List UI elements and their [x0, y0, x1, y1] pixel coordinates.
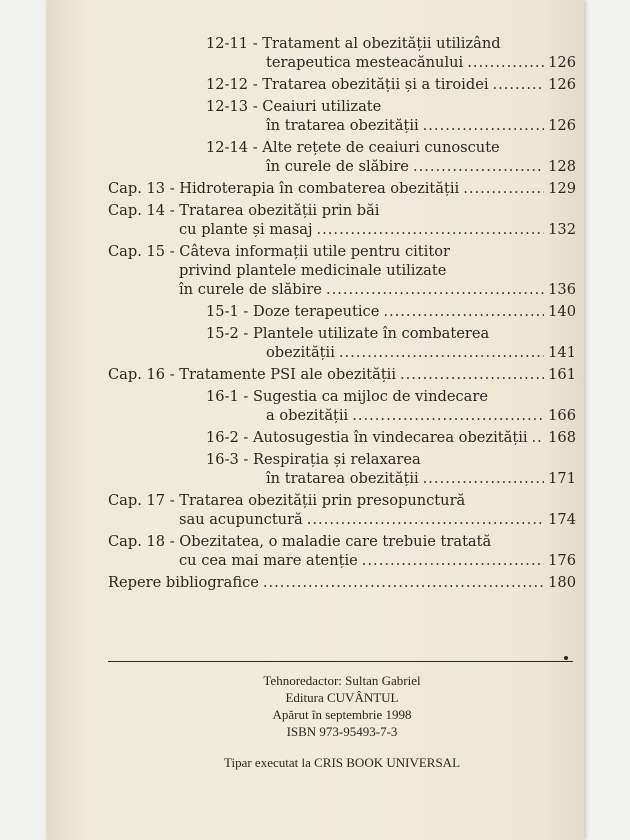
- toc-entry-number: 12-13: [206, 98, 249, 115]
- toc-entry-number: Cap. 13: [108, 180, 166, 197]
- toc-line: [108, 157, 576, 176]
- toc-entry-title: Tratamente PSI ale obezității: [179, 366, 397, 383]
- toc-line: [108, 75, 576, 94]
- toc-entry: [108, 428, 576, 447]
- toc-leader-dots: [263, 573, 544, 592]
- toc-leader-dots: [339, 343, 544, 362]
- toc-entry: [108, 201, 576, 239]
- toc-leader-dots: [493, 75, 545, 94]
- toc-page-number: 176: [548, 552, 576, 569]
- toc-entry-title: terapeutica mesteacănului: [266, 54, 464, 71]
- toc-entry: [108, 532, 576, 570]
- toc-separator: -: [248, 139, 263, 156]
- toc-line: [108, 532, 576, 551]
- toc-entry-title: Plantele utilizate în combaterea: [253, 325, 490, 342]
- toc-page-number: 171: [548, 470, 576, 487]
- toc-leader-dots: [467, 53, 544, 72]
- toc-entry: [108, 491, 576, 529]
- toc-separator: -: [165, 202, 180, 219]
- table-of-contents: [108, 34, 576, 595]
- toc-line: [108, 302, 576, 321]
- toc-separator: -: [165, 243, 180, 260]
- toc-entry-title: Repere bibliografice: [108, 574, 259, 591]
- toc-page-number: 126: [548, 76, 576, 93]
- toc-line: [108, 261, 576, 280]
- toc-leader-dots: [423, 469, 544, 488]
- toc-page-number: 126: [548, 117, 576, 134]
- toc-leader-dots: [307, 510, 544, 529]
- toc-entry: [108, 324, 576, 362]
- toc-separator: -: [238, 451, 254, 468]
- toc-page-number: 161: [548, 366, 576, 383]
- toc-entry: [108, 138, 576, 176]
- toc-page-number: 136: [548, 281, 576, 298]
- toc-entry-title: cu cea mai mare atenție: [179, 552, 358, 569]
- toc-entry-number: 16-3: [206, 451, 239, 468]
- toc-page-number: 140: [548, 303, 576, 320]
- toc-entry-title: obezității: [266, 344, 335, 361]
- toc-separator: -: [165, 492, 180, 509]
- toc-entry-title: în tratarea obezității: [266, 117, 419, 134]
- toc-page-number: 180: [548, 574, 576, 591]
- toc-entry-title: în tratarea obezității: [266, 470, 419, 487]
- toc-entry-title: cu plante și masaj: [179, 221, 313, 238]
- divider-line: [108, 661, 573, 662]
- toc-line: [108, 343, 576, 362]
- toc-entry-title: Sugestia ca mijloc de vindecare: [253, 388, 488, 405]
- toc-entry-number: 16-2: [206, 429, 239, 446]
- colophon-date: Apărut în septembrie 1998: [272, 707, 412, 722]
- toc-entry-number: 16-1: [206, 388, 239, 405]
- toc-page-number: 174: [548, 511, 576, 528]
- toc-entry-title: privind plantele medicinale utilizate: [179, 262, 447, 279]
- toc-entry-title: Tratarea obezității și a tiroidei: [262, 76, 489, 93]
- toc-entry-title: în curele de slăbire: [266, 158, 409, 175]
- toc-line: [108, 365, 576, 384]
- colophon-isbn: ISBN 973-95493-7-3: [286, 724, 398, 739]
- toc-entry-title: Autosugestia în vindecarea obezității: [253, 429, 528, 446]
- toc-entry-title: Tratarea obezității prin presopunctură: [179, 492, 466, 509]
- toc-line: [108, 469, 576, 488]
- toc-leader-dots: [463, 179, 544, 198]
- toc-separator: -: [238, 388, 254, 405]
- toc-line: [108, 138, 576, 157]
- toc-separator: -: [165, 180, 180, 197]
- toc-page-number: 128: [548, 158, 576, 175]
- toc-leader-dots: [317, 220, 545, 239]
- colophon: [108, 672, 576, 771]
- toc-line: [108, 491, 576, 510]
- toc-entry-title: Alte rețete de ceaiuri cunoscute: [262, 139, 500, 156]
- toc-entry-title: a obezității: [266, 407, 349, 424]
- toc-line: [108, 280, 576, 299]
- toc-line: [108, 551, 576, 570]
- toc-line: [108, 179, 576, 198]
- toc-entry-title: Doze terapeutice: [253, 303, 380, 320]
- toc-separator: -: [238, 325, 254, 342]
- toc-line: [108, 573, 576, 592]
- toc-separator: -: [248, 35, 263, 52]
- divider-dot: [564, 656, 568, 660]
- toc-entry-number: 15-1: [206, 303, 239, 320]
- toc-line: [108, 97, 576, 116]
- toc-leader-dots: [532, 428, 545, 447]
- toc-leader-dots: [423, 116, 544, 135]
- toc-page-number: 129: [548, 180, 576, 197]
- toc-separator: -: [248, 98, 263, 115]
- toc-entry: [108, 450, 576, 488]
- toc-leader-dots: [383, 302, 544, 321]
- toc-leader-dots: [362, 551, 544, 570]
- toc-separator: -: [248, 76, 263, 93]
- toc-page-number: 126: [548, 54, 576, 71]
- toc-entry-number: Cap. 18: [108, 533, 166, 550]
- toc-line: [108, 387, 576, 406]
- toc-page-number: 168: [548, 429, 576, 446]
- toc-line: [108, 324, 576, 343]
- toc-entry: [108, 387, 576, 425]
- toc-entry-title: în curele de slăbire: [179, 281, 322, 298]
- toc-entry-number: Cap. 15: [108, 243, 166, 260]
- toc-separator: -: [238, 429, 254, 446]
- toc-separator: -: [238, 303, 254, 320]
- toc-line: [108, 201, 576, 220]
- toc-entry-title: Tratarea obezității prin băi: [179, 202, 380, 219]
- toc-line: [108, 450, 576, 469]
- toc-separator: -: [165, 366, 180, 383]
- colophon-printer: Tipar executat la CRIS BOOK UNIVERSAL: [223, 755, 461, 770]
- toc-entry-number: 12-11: [206, 35, 249, 52]
- toc-entry-title: Tratament al obezității utilizând: [262, 35, 501, 52]
- toc-line: [108, 428, 576, 447]
- toc-entry-title: Câteva informații utile pentru cititor: [179, 243, 450, 260]
- toc-entry: [108, 365, 576, 384]
- toc-entry-number: 12-14: [206, 139, 249, 156]
- toc-entry-title: Ceaiuri utilizate: [262, 98, 382, 115]
- toc-entry-title: Obezitatea, o maladie care trebuie tratată: [179, 533, 492, 550]
- colophon-publisher: Editura CUVÂNTUL: [285, 690, 399, 705]
- toc-leader-dots: [326, 280, 544, 299]
- toc-entry: [108, 75, 576, 94]
- toc-leader-dots: [413, 157, 544, 176]
- toc-entry-number: 15-2: [206, 325, 239, 342]
- toc-page-number: 141: [548, 344, 576, 361]
- toc-entry-number: Cap. 14: [108, 202, 166, 219]
- toc-page-number: 166: [548, 407, 576, 424]
- toc-entry: [108, 34, 576, 72]
- toc-line: [108, 116, 576, 135]
- toc-entry-title: sau acupunctură: [179, 511, 303, 528]
- colophon-editor: Tehnoredactor: Sultan Gabriel: [263, 673, 421, 688]
- toc-separator: -: [165, 533, 180, 550]
- toc-leader-dots: [400, 365, 544, 384]
- toc-line: [108, 53, 576, 72]
- toc-entry: [108, 573, 576, 592]
- toc-line: [108, 242, 576, 261]
- toc-leader-dots: [352, 406, 544, 425]
- toc-entry-number: Cap. 16: [108, 366, 166, 383]
- toc-entry: [108, 97, 576, 135]
- toc-entry-title: Respirația și relaxarea: [253, 451, 421, 468]
- toc-entry: [108, 302, 576, 321]
- toc-line: [108, 510, 576, 529]
- book-page: [46, 0, 584, 840]
- toc-entry-title: Hidroterapia în combaterea obezității: [179, 180, 460, 197]
- toc-page-number: 132: [548, 221, 576, 238]
- toc-line: [108, 406, 576, 425]
- toc-entry: [108, 242, 576, 299]
- toc-entry: [108, 179, 576, 198]
- toc-line: [108, 34, 576, 53]
- toc-entry-number: 12-12: [206, 76, 249, 93]
- toc-entry-number: Cap. 17: [108, 492, 166, 509]
- toc-line: [108, 220, 576, 239]
